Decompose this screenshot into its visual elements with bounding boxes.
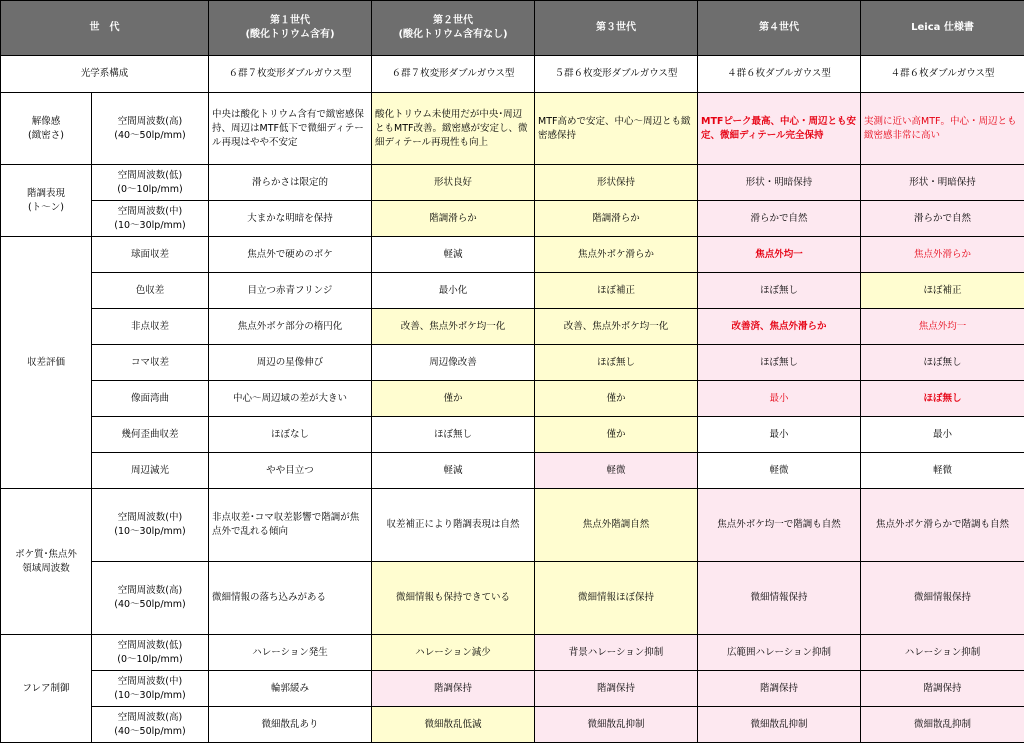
cell: ほぼ無し (698, 345, 861, 381)
tone-label: 階調表現 (ト～ン) (1, 165, 92, 237)
aberration-row (1, 453, 1024, 489)
cell: 改善、焦点外ボケ均一化 (372, 309, 535, 345)
cell: 焦点外滑らか (861, 237, 1024, 273)
cell: 階調滑らか (372, 201, 535, 237)
cell: 階調保持 (372, 671, 535, 707)
generation-header: 世 代 (1, 1, 209, 56)
sub-label: 幾何歪曲収差 (92, 417, 209, 453)
cell: MTF高めで安定、中心～周辺とも緻密感保持 (535, 93, 698, 165)
cell: 僅か (535, 381, 698, 417)
cell: 微細情報の落ち込みがある (209, 562, 372, 635)
cell: 微細散乱抑制 (535, 707, 698, 743)
cell: 周辺像改善 (372, 345, 535, 381)
sub-label: 非点収差 (92, 309, 209, 345)
aberration-row (1, 345, 1024, 381)
sub-label: 色収差 (92, 273, 209, 309)
cell: 焦点外ボケ部分の楕円化 (209, 309, 372, 345)
cell: ほぼ無し (861, 345, 1024, 381)
cell: 軽微 (535, 453, 698, 489)
cell: 形状・明暗保持 (861, 165, 1024, 201)
cell: ６群７枚変形ダブルガウス型 (209, 56, 372, 93)
cell: 大まかな明暗を保持 (209, 201, 372, 237)
cell: 微細情報も保持できている (372, 562, 535, 635)
sub-label: 空間周波数(低) (0～10lp/mm) (92, 635, 209, 671)
cell: ほぼ補正 (535, 273, 698, 309)
cell: やや目立つ (209, 453, 372, 489)
cell: 形状保持 (535, 165, 698, 201)
header-row (1, 1, 1024, 56)
flare-row (1, 635, 1024, 671)
cell: 滑らかで自然 (698, 201, 861, 237)
cell: ほぼ無し (535, 345, 698, 381)
sub-label: 空間周波数(低) (0～10lp/mm) (92, 165, 209, 201)
cell: 非点収差･コマ収差影響で階調が焦点外で乱れる傾向 (209, 489, 372, 562)
cell: ハレーション発生 (209, 635, 372, 671)
sub-label: 球面収差 (92, 237, 209, 273)
cell: ４群６枚ダブルガウス型 (698, 56, 861, 93)
aberration-row (1, 309, 1024, 345)
cell: 最小 (698, 417, 861, 453)
cell: 軽減 (372, 453, 535, 489)
cell: ほぼ無し (861, 381, 1024, 417)
cell: ５群６枚変形ダブルガウス型 (535, 56, 698, 93)
cell: ６群７枚変形ダブルガウス型 (372, 56, 535, 93)
cell: 中央は酸化トリウム含有で緻密感保持、周辺はMTF低下で微細ディテール再現はやや不安定 (209, 93, 372, 165)
cell: ハレーション減少 (372, 635, 535, 671)
cell: 微細情報保持 (698, 562, 861, 635)
bokeh-label: ボケ質･焦点外 領域周波数 (1, 489, 92, 635)
flare-row (1, 707, 1024, 743)
cell: 軽微 (698, 453, 861, 489)
cell: 周辺の星像伸び (209, 345, 372, 381)
cell: 改善、焦点外ボケ均一化 (535, 309, 698, 345)
aberration-label: 収差評価 (1, 237, 92, 489)
cell: 実測に近い高MTF。中心・周辺とも緻密感非常に高い (861, 93, 1024, 165)
cell: 最小 (861, 417, 1024, 453)
cell: 階調保持 (861, 671, 1024, 707)
resolution-label: 解像感 (緻密さ) (1, 93, 92, 165)
cell: 焦点外階調自然 (535, 489, 698, 562)
tone-row (1, 165, 1024, 201)
cell: 形状良好 (372, 165, 535, 201)
cell: 改善済、焦点外滑らか (698, 309, 861, 345)
sub-label: 周辺減光 (92, 453, 209, 489)
cell: ほぼ無し (698, 273, 861, 309)
cell: 軽微 (861, 453, 1024, 489)
optical-label: 光学系構成 (1, 56, 209, 93)
cell: 僅か (372, 381, 535, 417)
bokeh-row (1, 489, 1024, 562)
cell: 微細情報ほぼ保持 (535, 562, 698, 635)
flare-label: フレア制御 (1, 635, 92, 743)
cell: 酸化トリウム未使用だが中央･周辺ともMTF改善。緻密感が安定し、微細ディテール再現性も向上 (372, 93, 535, 165)
gen1-header: 第１世代 (酸化トリウム含有) (209, 1, 372, 56)
sub-label: 空間周波数(中) (10～30lp/mm) (92, 489, 209, 562)
cell: 微細散乱低減 (372, 707, 535, 743)
cell: 背景ハレーション抑制 (535, 635, 698, 671)
cell: 焦点外で硬めのボケ (209, 237, 372, 273)
cell: ４群６枚ダブルガウス型 (861, 56, 1024, 93)
sub-label: 空間周波数(高) (40～50lp/mm) (92, 93, 209, 165)
cell: 軽減 (372, 237, 535, 273)
tone-row (1, 201, 1024, 237)
gen4-header: 第４世代 (698, 1, 861, 56)
cell: MTFピーク最高、中心・周辺とも安定、微細ディテール完全保持 (698, 93, 861, 165)
resolution-row (1, 93, 1024, 165)
cell: 微細散乱抑制 (861, 707, 1024, 743)
cell: 微細情報保持 (861, 562, 1024, 635)
cell: 階調保持 (535, 671, 698, 707)
bokeh-row (1, 562, 1024, 635)
cell: 階調滑らか (535, 201, 698, 237)
cell: 輪郭緩み (209, 671, 372, 707)
cell: 微細散乱抑制 (698, 707, 861, 743)
cell: 最小 (698, 381, 861, 417)
gen3-header: 第３世代 (535, 1, 698, 56)
aberration-row (1, 237, 1024, 273)
cell: 焦点外ボケ均一で階調も自然 (698, 489, 861, 562)
cell: 最小化 (372, 273, 535, 309)
cell: 目立つ赤青フリンジ (209, 273, 372, 309)
flare-row (1, 671, 1024, 707)
cell: 収差補正により階調表現は自然 (372, 489, 535, 562)
cell: 僅か (535, 417, 698, 453)
sub-label: 空間周波数(中) (10～30lp/mm) (92, 201, 209, 237)
aberration-row (1, 273, 1024, 309)
cell: ほぼ無し (372, 417, 535, 453)
cell: 形状・明暗保持 (698, 165, 861, 201)
leica-header: Leica 仕様書 (861, 1, 1024, 56)
sub-label: コマ収差 (92, 345, 209, 381)
cell: 中心～周辺域の差が大きい (209, 381, 372, 417)
cell: 焦点外均一 (698, 237, 861, 273)
sub-label: 空間周波数(高) (40～50lp/mm) (92, 562, 209, 635)
cell: ほぼなし (209, 417, 372, 453)
cell: ほぼ補正 (861, 273, 1024, 309)
cell: 焦点外ボケ滑らかで階調も自然 (861, 489, 1024, 562)
optical-row (1, 56, 1024, 93)
aberration-row (1, 417, 1024, 453)
cell: 焦点外ボケ滑らか (535, 237, 698, 273)
cell: 滑らかさは限定的 (209, 165, 372, 201)
cell: 階調保持 (698, 671, 861, 707)
cell: 焦点外均一 (861, 309, 1024, 345)
cell: ハレーション抑制 (861, 635, 1024, 671)
sub-label: 空間周波数(高) (40～50lp/mm) (92, 707, 209, 743)
sub-label: 空間周波数(中) (10～30lp/mm) (92, 671, 209, 707)
aberration-row (1, 381, 1024, 417)
sub-label: 像面湾曲 (92, 381, 209, 417)
cell: 微細散乱あり (209, 707, 372, 743)
cell: 滑らかで自然 (861, 201, 1024, 237)
cell: 広範囲ハレーション抑制 (698, 635, 861, 671)
gen2-header: 第２世代 (酸化トリウム含有なし) (372, 1, 535, 56)
